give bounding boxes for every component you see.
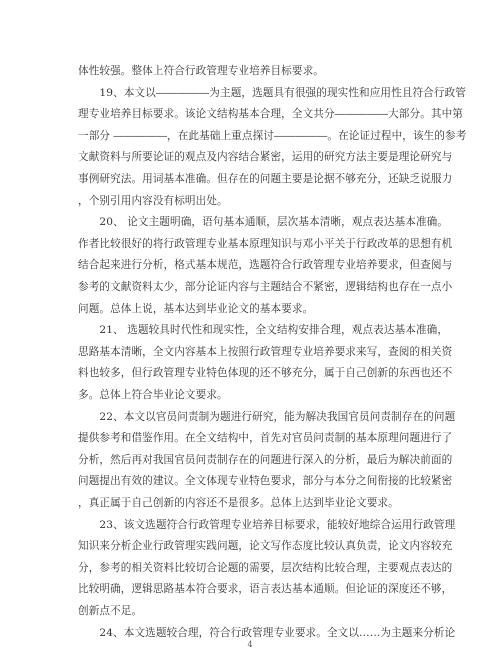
text-line: 19、本文以―――――为主题，选题具有很强的现实性和应用性且符合行政管 (78, 86, 466, 99)
text-line: 结合起来进行分析，格式基本规范，选题符合行政管理专业培养要求，但查阅与 (78, 259, 453, 272)
text-line: 文献资料与所要论证的观点及内容结合紧密，运用的研究方法主要是理论研究与 (78, 151, 453, 164)
text-line: 24、本文选题较合理，符合行政管理专业要求。全文以……为主题来分析论 (78, 626, 456, 639)
text-line: ，个别引用内容没有标明出处。 (78, 194, 228, 207)
text-line: 23、该文选题符合行政管理专业培养目标要求，能较好地综合运用行政管理 (78, 518, 456, 531)
text-line: 分，参考的相关资料比较切合论题的需要，层次结构比较合理，主要观点表达的 (78, 561, 453, 574)
page-number: 4 (247, 640, 253, 649)
text-line: ，真正属于自己创新的内容还不是很多。总体上达到毕业论文要求。 (78, 497, 399, 509)
text-line: 提供参考和借鉴作用。在全文结构中，首先对官员问责制的基本原理问题进行了 (78, 432, 453, 445)
text-line: 作者比较很好的将行政管理专业基本原理知识与邓小平关于行政改革的思想有机 (78, 237, 453, 250)
text-line: 思路基本清晰，全文内容基本上按照行政管理专业培养要求来写，查阅的相关资 (78, 345, 453, 358)
text-line: 22、本文以官员问责制为题进行研究，能为解决我国官员问责制存在的问题 (78, 410, 456, 423)
text-line: 问题。总体上说，基本达到毕业论文的基本要求。 (78, 302, 314, 315)
text-line: 参考的文献资料太少，部分论证内容与主题结合不紧密，逻辑结构也存在一点小 (78, 281, 453, 293)
text-line: 料也较多，但行政管理专业特色体现的还不够充分，属于自己创新的东西也还不 (78, 367, 453, 380)
text-line: 一部分 ―――――，在此基础上重点探讨―――――。在论证过程中，该生的参考 (78, 129, 467, 142)
text-line: 分析，然后再对我国官员问责制存在的问题进行深入的分析，最后为解决前面的 (78, 453, 453, 466)
text-line: 知识来分析企业行政管理实践问题，论文写作态度比较认真负责，论文内容较充 (78, 540, 453, 553)
text-line: 比较明确，逻辑思路基本符合要求，语言表达基本通顺。但论证的深度还不够， (78, 583, 453, 596)
text-line: 21、 选题较具时代性和现实性，全文结构安排合理，观点表达基本准确， (78, 324, 449, 337)
text-line: 体性较强。整体上符合行政管理专业培养目标要求。 (78, 65, 324, 77)
text-line: 理专业培养目标要求。该论文结构基本合理，全文共分―――――大部分。其中第 (78, 108, 463, 121)
text-line: 事例研究法。用词基本准确。但存在的问题主要是论据不够充分，还缺乏说服力 (78, 173, 453, 185)
text-line: 20、 论文主题明确，语句基本通顺，层次基本清晰，观点表达基本准确。 (78, 216, 449, 229)
text-line: 创新点不足。 (78, 605, 143, 617)
text-line: 问题提出有效的建议。全文体现专业特色要求，部分与本分之间衔接的比较紧密 (78, 475, 453, 488)
text-line: 多。总体上符合毕业论文要求。 (78, 389, 228, 401)
